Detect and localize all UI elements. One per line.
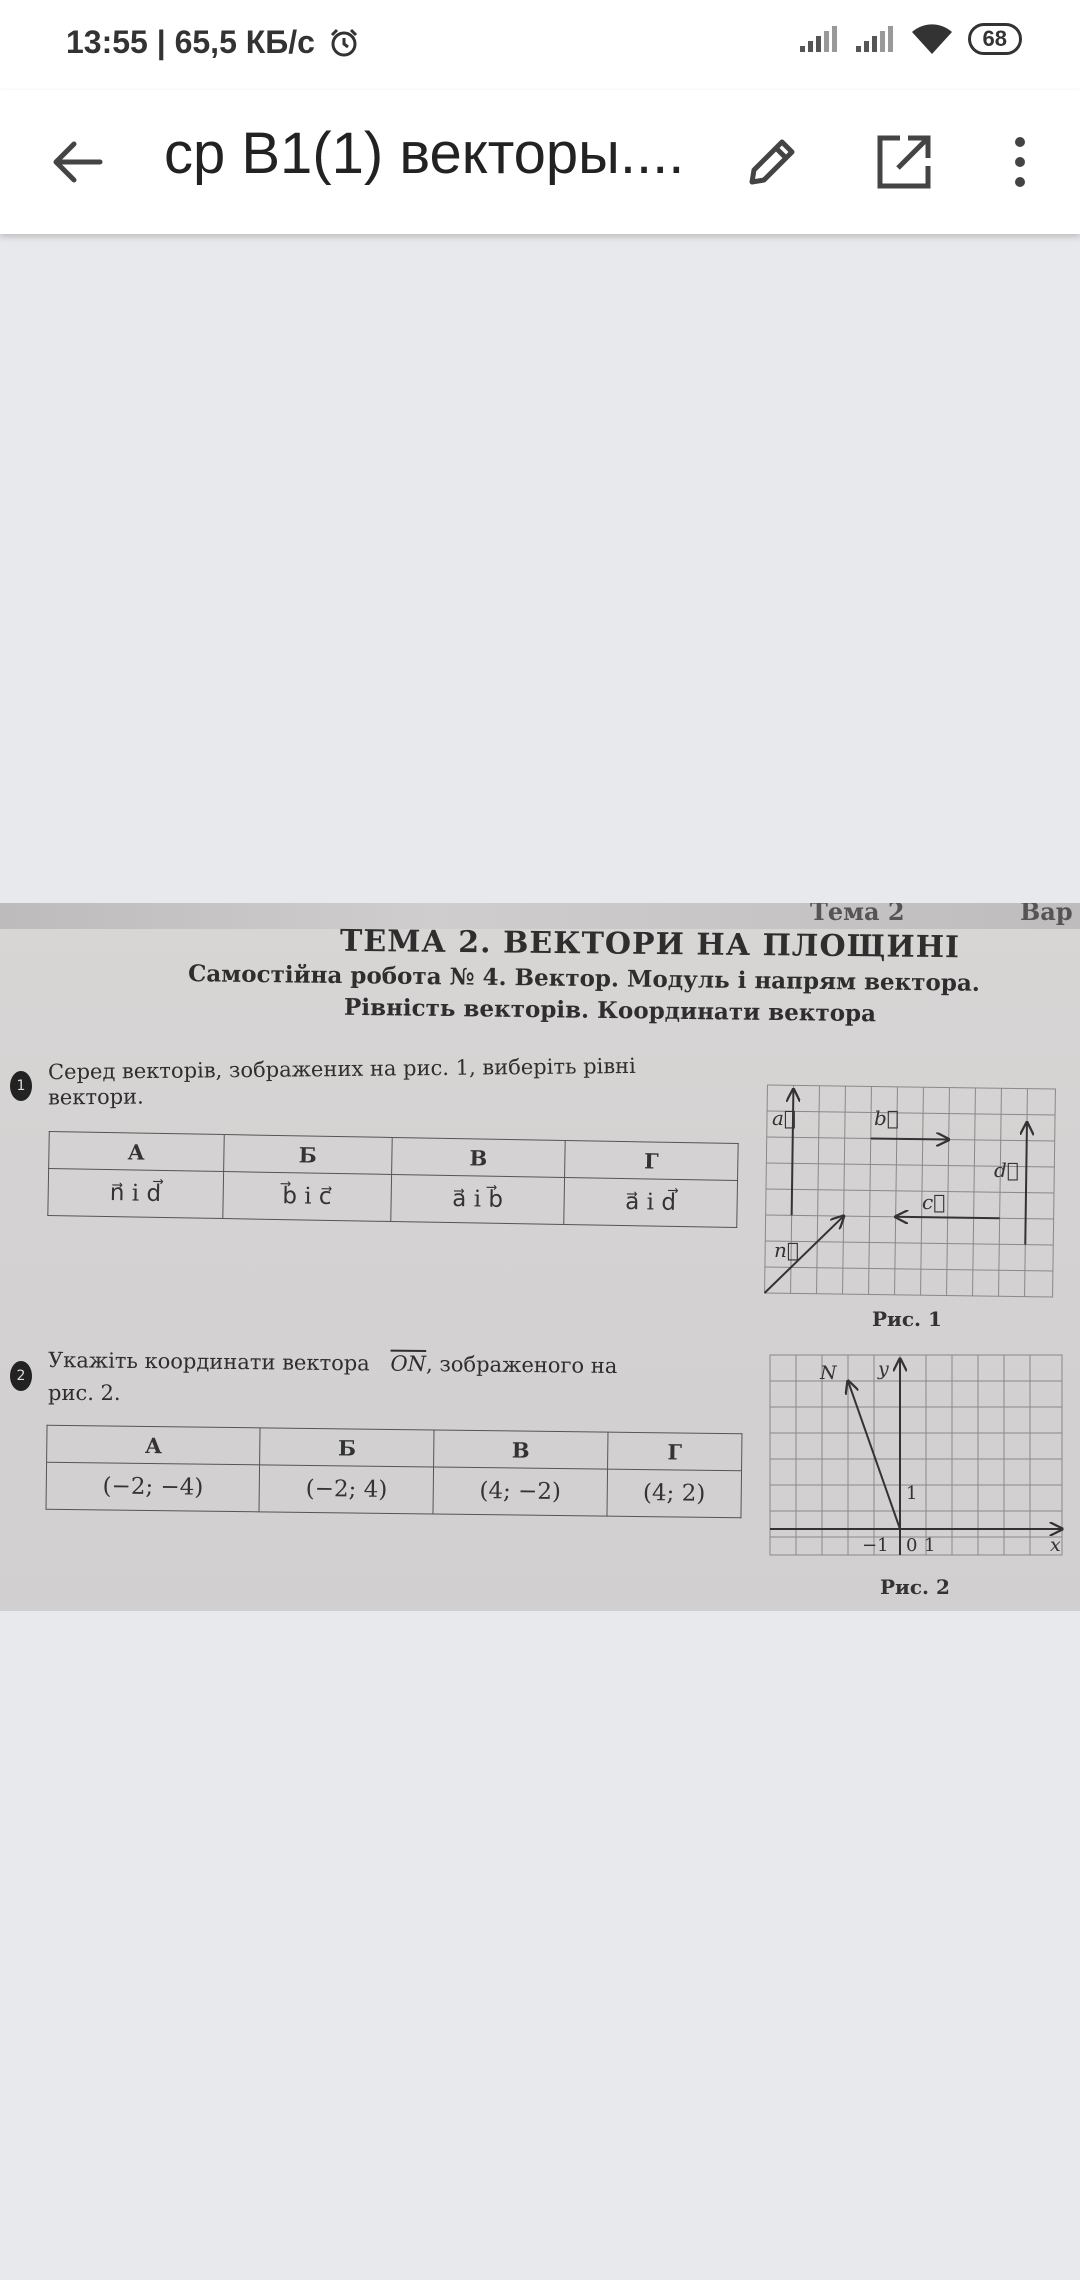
page-subheading-2: Рівність векторів. Координати вектора [343, 993, 877, 1028]
open-external-icon[interactable] [870, 128, 938, 196]
signal-icon [854, 24, 896, 54]
answer-option-a: n⃗ і d⃗ [48, 1168, 223, 1218]
question-2-vector: $\overline{ON}$ [390, 1351, 427, 1376]
question-1-text-line1: Серед векторів, зображених на рис. 1, виберіть рівні [47, 1053, 636, 1085]
battery-level: 68 [982, 26, 1007, 51]
figure-1-vector-grid [762, 1083, 1058, 1299]
table-row [46, 1462, 742, 1517]
table-header-cell: А [47, 1425, 261, 1465]
figure-2-coordinate-grid [766, 1351, 1066, 1569]
status-bar [0, 0, 1080, 90]
figure-2-caption: Рис. 2 [880, 1575, 950, 1599]
question-1-text-line2: вектори. [47, 1084, 144, 1110]
page-subheading-1: Самостійна робота № 4. Вектор. Модуль і напрям вектора. [187, 960, 981, 997]
table-header-cell: А [49, 1131, 224, 1171]
answer-option-b: b⃗ і c⃗ [222, 1172, 391, 1222]
table-header-cell: Б [260, 1428, 434, 1467]
label-c: c⃗ [922, 1190, 946, 1214]
answer-option-v: (4; −2) [433, 1467, 607, 1516]
more-vert-icon[interactable] [986, 128, 1054, 196]
table-header-cell: В [434, 1430, 608, 1469]
alarm-icon [328, 27, 360, 59]
question-2-number: 2 [10, 1361, 32, 1391]
vector-c-arrow [896, 1217, 1000, 1218]
answer-option-v: a⃗ і b⃗ [391, 1174, 565, 1224]
status-time [66, 24, 360, 61]
app-bar [0, 90, 1080, 234]
label-d: d⃗ [994, 1158, 1019, 1182]
figure-1-grid-lines [765, 1085, 1056, 1297]
page-header-right: Вар [1020, 903, 1073, 926]
label-point-n: N [820, 1362, 837, 1384]
label-b: b⃗ [874, 1106, 899, 1130]
answer-option-g: a⃗ і d⃗ [564, 1177, 738, 1227]
question-2-text-pre: Укажіть координати вектора [47, 1348, 370, 1376]
label-y-axis: y [878, 1358, 889, 1380]
question-2-text-line2: рис. 2. [48, 1381, 121, 1405]
label-a: a⃗ [772, 1106, 796, 1130]
pencil-icon[interactable] [738, 128, 806, 196]
label-x-axis: x [1050, 1534, 1061, 1556]
status-time-text: 13:55 | 65,5 КБ/с [66, 24, 315, 60]
label-y-one: 1 [906, 1483, 918, 1504]
question-2-text-line1 [48, 1348, 618, 1378]
status-icons [798, 22, 1022, 56]
document-photo [0, 903, 1080, 1611]
signal-icon [798, 24, 840, 54]
label-x-one: 1 [924, 1535, 936, 1556]
table-header-cell: В [392, 1137, 566, 1177]
page-header-left: Тема 2 [810, 903, 905, 926]
label-zero: 0 [906, 1535, 918, 1556]
table-header-cell: Б [223, 1135, 392, 1175]
wifi-icon [910, 22, 954, 56]
answer-option-a: (−2; −4) [46, 1462, 260, 1512]
question-2-answer-table [46, 1425, 743, 1518]
back-arrow-icon[interactable] [46, 130, 110, 194]
vector-b-arrow [871, 1138, 949, 1139]
figure-2-grid-lines [770, 1355, 1062, 1555]
table-header-cell: Г [607, 1432, 742, 1471]
table-header-cell: Г [565, 1140, 739, 1180]
question-2-text-post: , зображеного на [425, 1351, 618, 1378]
battery-icon [968, 23, 1022, 55]
question-1-answer-table [47, 1131, 738, 1228]
figure-1-caption: Рис. 1 [872, 1307, 942, 1331]
page-heading: ТЕМА 2. ВЕКТОРИ НА ПЛОЩИНІ [339, 923, 961, 966]
answer-option-b: (−2; 4) [259, 1465, 433, 1514]
answer-option-g: (4; 2) [607, 1469, 742, 1518]
document-title: ср В1(1) векторы.... [164, 121, 685, 186]
label-minus-one: −1 [862, 1535, 889, 1556]
question-1-number: 1 [10, 1071, 32, 1101]
label-n: n⃗ [774, 1238, 799, 1262]
